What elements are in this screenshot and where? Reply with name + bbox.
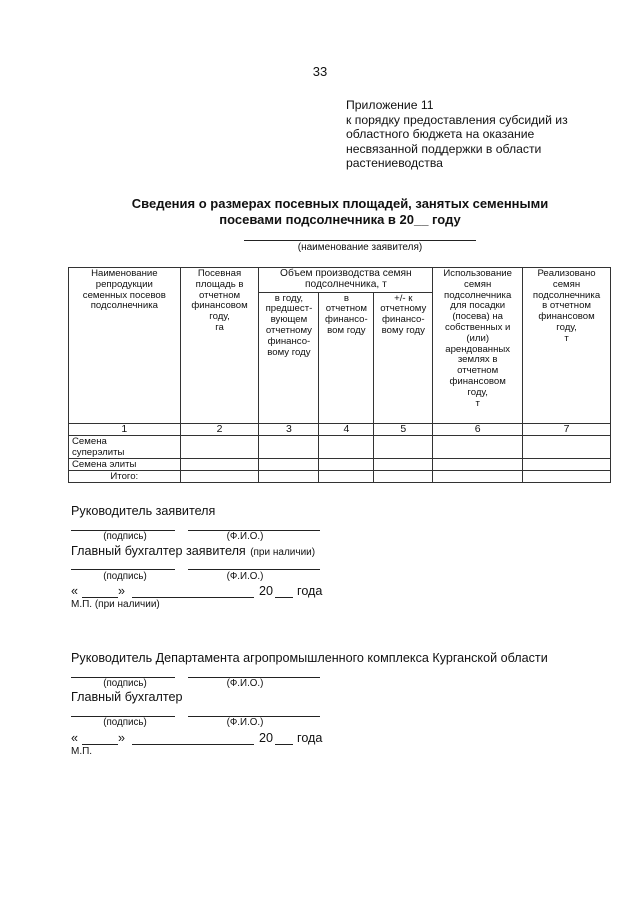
stamp-if-any: М.П. (при наличии) — [71, 599, 160, 610]
year-prefix: 20 — [259, 731, 274, 745]
year-word: года — [297, 584, 323, 598]
table-cell[interactable] — [180, 458, 259, 470]
applicant-name-line — [244, 240, 476, 241]
date-close-quote: » — [118, 584, 126, 598]
appendix-line: растениеводства — [346, 156, 443, 171]
table-cell[interactable] — [433, 458, 523, 470]
chief-accountant-label: Главный бухгалтер — [71, 690, 183, 704]
column-number: 6 — [433, 423, 523, 435]
appendix-line: областного бюджета на оказание — [346, 127, 535, 142]
table-cell[interactable] — [523, 458, 611, 470]
seed-production-table — [68, 267, 611, 483]
year-line[interactable] — [275, 744, 293, 745]
header-row-1 — [69, 268, 611, 293]
header-seeds-sold: Реализовано семян подсолнечника в отчетном финансовом году, т — [523, 268, 611, 424]
date-open-quote: « — [71, 731, 79, 745]
appendix-line: несвязанной поддержки в области — [346, 141, 542, 156]
name-caption: (Ф.И.О.) — [226, 531, 264, 542]
table-cell[interactable] — [180, 470, 259, 482]
row-label-total: Итого: — [69, 470, 181, 482]
header-sown-area: Посевная площадь в отчетном финансовом году, га — [180, 268, 259, 424]
table-cell[interactable] — [259, 435, 319, 458]
day-line[interactable] — [82, 597, 118, 598]
table-cell[interactable] — [523, 470, 611, 482]
column-number: 4 — [319, 423, 374, 435]
date-open-quote: « — [71, 584, 79, 598]
column-number-row — [69, 423, 611, 435]
if-any-note: (при наличии) — [250, 547, 316, 558]
name-caption: (Ф.И.О.) — [226, 678, 264, 689]
table-cell[interactable] — [523, 435, 611, 458]
header-name: Наименование репродукции семенных посевов подсолнечника — [69, 268, 181, 424]
table-cell[interactable] — [374, 470, 433, 482]
table-cell[interactable] — [180, 435, 259, 458]
year-word: года — [297, 731, 323, 745]
column-number: 2 — [180, 423, 259, 435]
column-number: 3 — [259, 423, 319, 435]
year-prefix: 20 — [259, 584, 274, 598]
table-cell[interactable] — [319, 470, 374, 482]
table-cell[interactable] — [433, 435, 523, 458]
signature-caption: (подпись) — [103, 531, 147, 542]
table-cell[interactable] — [259, 458, 319, 470]
row-label-elite: Семена элиты — [69, 458, 181, 470]
department-head-label: Руководитель Департамента агропромышленного комплекса Курганской области — [71, 651, 548, 665]
column-number: 1 — [69, 423, 181, 435]
name-caption: (Ф.И.О.) — [226, 571, 264, 582]
header-production-volume: Объем производства семян подсолнечника, т — [259, 268, 433, 293]
name-caption: (Ф.И.О.) — [226, 717, 264, 728]
appendix-line: к порядку предоставления субсидий из — [346, 112, 568, 127]
document-title — [100, 196, 580, 228]
name-line[interactable] — [188, 569, 320, 570]
applicant-head-label: Руководитель заявителя — [71, 504, 216, 518]
appendix-line: Приложение 11 — [346, 98, 434, 112]
signature-caption: (подпись) — [103, 717, 147, 728]
signature-caption: (подпись) — [103, 678, 147, 689]
table-cell[interactable] — [374, 458, 433, 470]
row-label-superelite: Семена суперэлиты — [69, 435, 181, 458]
chief-accountant-applicant-label: Главный бухгалтер заявителя — [71, 544, 246, 558]
header-difference: +/- к отчетному финансо- вому году — [374, 292, 433, 423]
table-cell[interactable] — [319, 458, 374, 470]
month-line[interactable] — [132, 744, 254, 745]
title-line-1: Сведения о размерах посевных площадей, занятых семенными — [131, 196, 549, 211]
column-number: 7 — [523, 423, 611, 435]
year-line[interactable] — [275, 597, 293, 598]
table-row — [69, 435, 611, 458]
date-close-quote: » — [118, 731, 126, 745]
month-line[interactable] — [132, 597, 254, 598]
signature-line[interactable] — [71, 569, 175, 570]
applicant-caption: (наименование заявителя) — [297, 242, 423, 253]
chief-accountant-applicant — [71, 542, 315, 560]
day-line[interactable] — [82, 744, 118, 745]
header-previous-year: в году, предшест- вующем отчетному финансо- вому году — [259, 292, 319, 423]
header-seed-usage: Использование семян подсолнечника для посадки (посева) на собственных и (или) арендованных землях в отчетном финансовом году, т — [433, 268, 523, 424]
table-row — [69, 470, 611, 482]
table-cell[interactable] — [374, 435, 433, 458]
table-cell[interactable] — [433, 470, 523, 482]
table-cell[interactable] — [319, 435, 374, 458]
appendix-note — [346, 98, 606, 171]
title-line-2: посевами подсолнечника в 20__ году — [219, 212, 461, 227]
table-row — [69, 458, 611, 470]
table-cell[interactable] — [259, 470, 319, 482]
signature-caption: (подпись) — [103, 571, 147, 582]
stamp-label: М.П. — [71, 746, 93, 757]
header-current-year: в отчетном финансо- вом году — [319, 292, 374, 423]
column-number: 5 — [374, 423, 433, 435]
page-number: 33 — [312, 64, 328, 79]
